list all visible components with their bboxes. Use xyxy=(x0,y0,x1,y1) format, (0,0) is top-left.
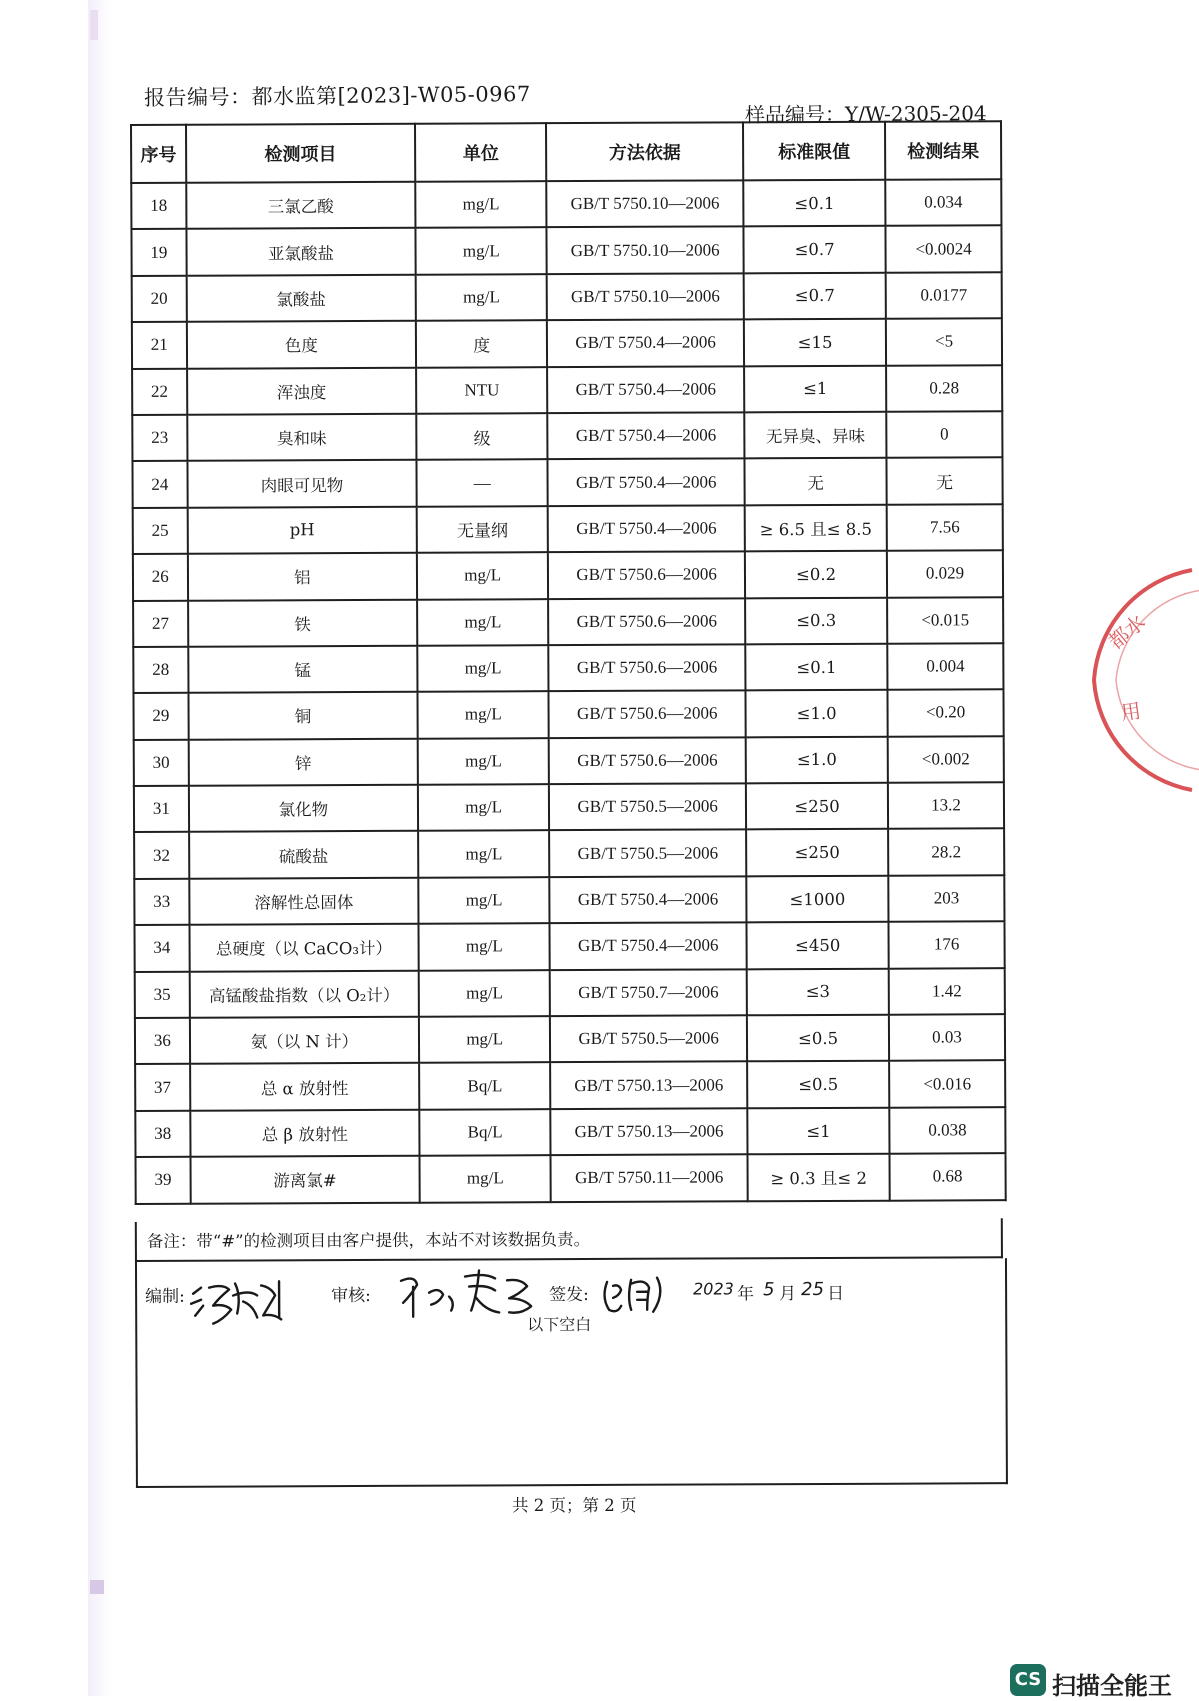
table-row xyxy=(135,1014,1005,1064)
table-row xyxy=(133,689,1003,739)
test-item-cell: 氨（以 N 计） xyxy=(190,1017,420,1064)
unit-cell: mg/L xyxy=(417,599,548,646)
standard-limit-cell: ≤1 xyxy=(744,365,886,412)
row-number-cell: 20 xyxy=(132,276,187,323)
method-standard-cell: GB/T 5750.6—2006 xyxy=(549,691,746,738)
row-number-cell: 39 xyxy=(136,1157,191,1204)
date-year-label: 年 xyxy=(737,1284,755,1305)
test-result-cell: 0.68 xyxy=(890,1153,1006,1200)
test-item-cell: 锌 xyxy=(188,738,418,785)
date-day-label: 日 xyxy=(827,1283,845,1304)
test-result-cell: 13.2 xyxy=(888,782,1004,829)
approved-by-signature xyxy=(599,1272,669,1316)
method-standard-cell: GB/T 5750.11—2006 xyxy=(551,1155,748,1202)
row-number-cell: 23 xyxy=(132,415,187,462)
test-result-cell: <0.002 xyxy=(888,736,1004,783)
approved-by-label: 签发: xyxy=(549,1285,589,1306)
test-item-cell: 臭和味 xyxy=(187,414,417,461)
test-result-cell: 0.038 xyxy=(889,1107,1005,1154)
test-result-cell: 176 xyxy=(889,921,1005,968)
unit-cell: mg/L xyxy=(419,923,550,970)
row-number-cell: 27 xyxy=(133,600,188,647)
table-row xyxy=(135,1061,1005,1111)
unit-cell: mg/L xyxy=(416,274,547,321)
table-row xyxy=(134,782,1004,832)
unit-cell: 级 xyxy=(416,413,547,460)
standard-limit-cell: ≤0.3 xyxy=(745,597,887,644)
table-row xyxy=(132,318,1002,368)
test-item-cell: 色度 xyxy=(187,321,417,368)
standard-limit-cell: ≤1000 xyxy=(746,876,888,923)
standard-limit-cell: ≤15 xyxy=(744,319,886,366)
method-standard-cell: GB/T 5750.10—2006 xyxy=(547,180,744,227)
col-header-unit: 单位 xyxy=(415,123,546,182)
test-result-cell: 0.0177 xyxy=(886,272,1002,319)
svg-text:用: 用 xyxy=(1119,698,1143,725)
method-standard-cell: GB/T 5750.5—2006 xyxy=(549,830,746,877)
test-item-cell: 溶解性总固体 xyxy=(189,878,419,925)
row-number-cell: 18 xyxy=(131,183,186,230)
test-item-cell: 高锰酸盐指数（以 O₂计） xyxy=(189,970,419,1017)
unit-cell: — xyxy=(417,460,548,507)
test-item-cell: 亚氯酸盐 xyxy=(186,228,416,275)
unit-cell: mg/L xyxy=(415,181,546,228)
standard-limit-cell: ≤0.1 xyxy=(745,644,887,691)
date-month: 5 xyxy=(763,1279,775,1301)
method-standard-cell: GB/T 5750.4—2006 xyxy=(547,319,744,366)
table-row xyxy=(131,226,1001,276)
test-result-cell: 0.03 xyxy=(889,1014,1005,1061)
col-header-result: 检测结果 xyxy=(885,121,1001,180)
compiled-by-signature xyxy=(187,1273,297,1325)
test-result-cell: <5 xyxy=(886,318,1002,365)
standard-limit-cell: ≤0.2 xyxy=(745,551,887,598)
unit-cell: mg/L xyxy=(416,228,547,275)
row-number-cell: 35 xyxy=(135,971,190,1018)
test-item-cell: 氯酸盐 xyxy=(186,275,416,322)
unit-cell: mg/L xyxy=(419,970,550,1017)
standard-limit-cell: 无 xyxy=(744,458,886,505)
row-number-cell: 32 xyxy=(134,832,189,879)
page-footer: 共 2 页；第 2 页 xyxy=(512,1496,637,1515)
unit-cell: NTU xyxy=(416,367,547,414)
test-item-cell: 铁 xyxy=(188,599,418,646)
method-standard-cell: GB/T 5750.13—2006 xyxy=(550,1062,747,1109)
table-row xyxy=(134,875,1004,925)
method-standard-cell: GB/T 5750.6—2006 xyxy=(549,644,746,691)
date-year: 2023 xyxy=(693,1279,734,1299)
scan-edge-strip xyxy=(88,0,112,1696)
camscanner-logo-icon: CS xyxy=(1010,1664,1046,1696)
scan-edge-mark xyxy=(90,1580,104,1594)
svg-text:都水: 都水 xyxy=(1103,609,1150,654)
table-row xyxy=(134,921,1004,971)
date-month-label: 月 xyxy=(779,1284,797,1305)
standard-limit-cell: ≤0.7 xyxy=(743,226,885,273)
row-number-cell: 22 xyxy=(132,368,187,415)
unit-cell: Bq/L xyxy=(419,1109,550,1156)
row-number-cell: 37 xyxy=(135,1064,190,1111)
method-standard-cell: GB/T 5750.10—2006 xyxy=(547,273,744,320)
row-number-cell: 24 xyxy=(132,461,187,508)
test-item-cell: 总 β 放射性 xyxy=(190,1110,420,1157)
standard-limit-cell: ≤0.5 xyxy=(747,1015,889,1062)
test-result-cell: 1.42 xyxy=(889,968,1005,1015)
unit-cell: mg/L xyxy=(417,645,548,692)
table-row xyxy=(133,597,1003,647)
table-row xyxy=(131,179,1001,229)
row-number-cell: 19 xyxy=(131,229,186,276)
official-seal xyxy=(1082,560,1199,800)
table-row xyxy=(136,1153,1006,1203)
table-row xyxy=(132,411,1002,461)
test-item-cell: 游离氯# xyxy=(190,1156,420,1203)
unit-cell: mg/L xyxy=(419,1016,550,1063)
standard-limit-cell: ≥ 6.5 且≤ 8.5 xyxy=(745,504,887,551)
method-standard-cell: GB/T 5750.4—2006 xyxy=(550,876,747,923)
standard-limit-cell: ≤0.7 xyxy=(744,272,886,319)
row-number-cell: 21 xyxy=(132,322,187,369)
test-result-cell: <0.0024 xyxy=(886,226,1002,273)
method-standard-cell: GB/T 5750.4—2006 xyxy=(548,505,745,552)
standard-limit-cell: ≤250 xyxy=(746,829,888,876)
col-header-method: 方法依据 xyxy=(546,122,743,181)
unit-cell: 无量纲 xyxy=(417,506,548,553)
sample-number: 样品编号：Y/W-2305-204 xyxy=(744,101,987,127)
test-item-cell: 三氯乙酸 xyxy=(186,182,416,229)
test-item-cell: 总 α 放射性 xyxy=(190,1063,420,1110)
scan-edge-mark xyxy=(90,10,98,40)
standard-limit-cell: ≤3 xyxy=(747,968,889,1015)
table-row xyxy=(134,829,1004,879)
test-result-cell: 28.2 xyxy=(888,829,1004,876)
test-item-cell: 浑浊度 xyxy=(187,367,417,414)
unit-cell: mg/L xyxy=(417,552,548,599)
table-row xyxy=(133,504,1003,554)
method-standard-cell: GB/T 5750.10—2006 xyxy=(547,227,744,274)
col-header-limit: 标准限值 xyxy=(743,122,885,181)
standard-limit-cell: ≤450 xyxy=(747,922,889,969)
standard-limit-cell: 无异臭、异味 xyxy=(744,412,886,459)
test-result-cell: 0.034 xyxy=(885,179,1001,226)
row-number-cell: 38 xyxy=(135,1111,190,1158)
table-row xyxy=(133,550,1003,600)
reviewed-by-label: 审核: xyxy=(331,1285,371,1307)
test-result-cell: 0.28 xyxy=(886,365,1002,412)
method-standard-cell: GB/T 5750.4—2006 xyxy=(548,459,745,506)
standard-limit-cell: ≤0.1 xyxy=(743,180,885,227)
row-number-cell: 29 xyxy=(133,693,188,740)
col-header-no: 序号 xyxy=(131,125,186,183)
test-result-cell: <0.015 xyxy=(887,597,1003,644)
col-header-item: 检测项目 xyxy=(186,124,416,183)
method-standard-cell: GB/T 5750.5—2006 xyxy=(549,783,746,830)
unit-cell: Bq/L xyxy=(419,1063,550,1110)
test-result-cell: 无 xyxy=(887,458,1003,505)
standard-limit-cell: ≤250 xyxy=(746,783,888,830)
table-row xyxy=(132,365,1002,415)
standard-limit-cell: ≥ 0.3 且≤ 2 xyxy=(748,1154,890,1201)
method-standard-cell: GB/T 5750.4—2006 xyxy=(548,412,745,459)
table-row xyxy=(134,736,1004,786)
row-number-cell: 33 xyxy=(134,879,189,926)
method-standard-cell: GB/T 5750.7—2006 xyxy=(550,969,747,1016)
test-item-cell: 肉眼可见物 xyxy=(187,460,417,507)
unit-cell: mg/L xyxy=(418,877,549,924)
test-result-cell: 7.56 xyxy=(887,504,1003,551)
table-row xyxy=(132,272,1002,322)
standard-limit-cell: ≤1.0 xyxy=(746,736,888,783)
method-standard-cell: GB/T 5750.13—2006 xyxy=(551,1108,748,1155)
test-result-cell: 0.029 xyxy=(887,550,1003,597)
unit-cell: 度 xyxy=(416,320,547,367)
test-item-cell: 总硬度（以 CaCO₃计） xyxy=(189,924,419,971)
date-day: 25 xyxy=(801,1278,825,1301)
unit-cell: mg/L xyxy=(420,1155,551,1202)
standard-limit-cell: ≤0.5 xyxy=(747,1061,889,1108)
unit-cell: mg/L xyxy=(418,831,549,878)
row-number-cell: 26 xyxy=(133,554,188,601)
table-row xyxy=(135,1107,1005,1157)
test-result-cell: <0.20 xyxy=(888,689,1004,736)
blank-below-note: 以下空白 xyxy=(527,1314,592,1335)
test-result-cell: <0.016 xyxy=(889,1061,1005,1108)
test-item-cell: 锰 xyxy=(188,646,418,693)
standard-limit-cell: ≤1.0 xyxy=(745,690,887,737)
method-standard-cell: GB/T 5750.6—2006 xyxy=(548,551,745,598)
table-row xyxy=(132,458,1002,508)
row-number-cell: 36 xyxy=(135,1018,190,1065)
unit-cell: mg/L xyxy=(418,784,549,831)
remarks-note: 备注：带“#”的检测项目由客户提供，本站不对该数据负责。 xyxy=(135,1218,1003,1262)
table-row xyxy=(133,643,1003,693)
test-result-cell: 203 xyxy=(888,875,1004,922)
table-row xyxy=(135,968,1005,1018)
report-frame xyxy=(130,120,1008,1488)
method-standard-cell: GB/T 5750.4—2006 xyxy=(550,923,747,970)
test-result-cell: 0.004 xyxy=(887,643,1003,690)
signature-area xyxy=(135,1258,1008,1488)
table-body xyxy=(131,179,1005,1203)
compiled-by-label: 编制: xyxy=(145,1286,185,1307)
test-item-cell: 铜 xyxy=(188,692,418,739)
table-header-row xyxy=(131,121,1001,183)
test-item-cell: 氯化物 xyxy=(189,785,419,832)
row-number-cell: 34 xyxy=(134,925,189,972)
method-standard-cell: GB/T 5750.6—2006 xyxy=(549,737,746,784)
unit-cell: mg/L xyxy=(418,738,549,785)
test-item-cell: pH xyxy=(187,506,417,553)
camscanner-brand-name: 扫描全能王 xyxy=(1052,1672,1172,1700)
unit-cell: mg/L xyxy=(418,691,549,738)
test-item-cell: 硫酸盐 xyxy=(189,831,419,878)
results-table xyxy=(130,120,1007,1204)
method-standard-cell: GB/T 5750.5—2006 xyxy=(550,1015,747,1062)
standard-limit-cell: ≤1 xyxy=(747,1108,889,1155)
test-item-cell: 铝 xyxy=(188,553,418,600)
row-number-cell: 31 xyxy=(134,786,189,833)
test-result-cell: 0 xyxy=(886,411,1002,458)
method-standard-cell: GB/T 5750.4—2006 xyxy=(547,366,744,413)
report-number: 报告编号：都水监第[2023]-W05-0967 xyxy=(143,81,531,110)
row-number-cell: 30 xyxy=(134,739,189,786)
row-number-cell: 28 xyxy=(133,647,188,694)
method-standard-cell: GB/T 5750.6—2006 xyxy=(548,598,745,645)
row-number-cell: 25 xyxy=(133,507,188,554)
